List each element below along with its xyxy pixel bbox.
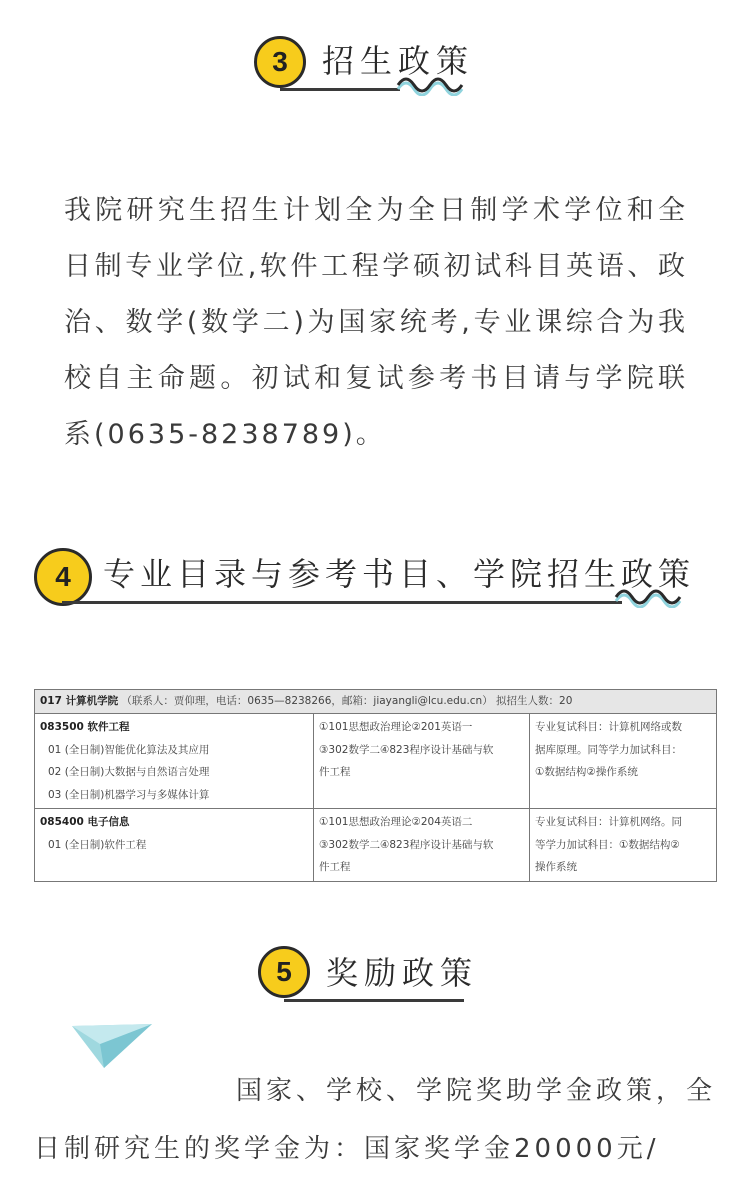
retest-subjects-cell [530, 809, 717, 882]
college-header-cell [35, 690, 717, 714]
retest-subjects-cell [530, 714, 717, 809]
paragraph-text: 我院研究生招生计划全为全日制学术学位和全日制专业学位,软件工程学硕初试科目英语、政治、数学(数学二)为国家统考,专业课综合为我校自主命题。初试和复试参考书目请与学院联系(0635-8238789)。 [64, 195, 688, 450]
section-title: 专业目录与参考书目、学院招生政策 [103, 555, 696, 593]
exam-line: ①101思想政治理论②204英语二 [319, 816, 473, 828]
program-code: 083500 软件工程 [40, 721, 130, 733]
section-number-badge: 4 [34, 548, 92, 606]
retest-line: 专业复试科目：计算机网络。同 [535, 816, 682, 828]
retest-line: 据库原理。同等学力加试科目： [535, 743, 682, 756]
title-underline [62, 601, 622, 604]
direction-item: 01 (全日制)智能优化算法及其应用 [48, 743, 210, 756]
exam-subjects-cell [314, 809, 530, 882]
wave-decoration-icon [614, 586, 688, 608]
direction-item: 01 (全日制)软件工程 [48, 838, 147, 851]
section-number-badge: 3 [254, 36, 306, 88]
college-contact-info: （联系人：贾仰理，电话：0635—8238266，邮箱：jiayangli@lcu.edu.cn） 拟招生人数：20 [121, 695, 573, 707]
paragraph-line: 国家、学校、学院奖助学金政策，全 [235, 1076, 716, 1106]
exam-line: ③302数学二④823程序设计基础与软 [319, 838, 494, 851]
paragraph-line: 日制研究生的奖学金为：国家奖学金20000元/ [34, 1134, 660, 1164]
exam-line: ③302数学二④823程序设计基础与软 [319, 743, 494, 756]
direction-item: 03 (全日制)机器学习与多媒体计算 [48, 788, 210, 801]
title-underline [284, 999, 464, 1002]
admission-policy-paragraph [64, 183, 688, 463]
exam-subjects-cell [314, 714, 530, 809]
exam-line: 件工程 [319, 861, 351, 873]
college-name: 017 计算机学院 [40, 695, 119, 707]
wave-decoration-icon [396, 74, 468, 96]
table-row [35, 714, 717, 809]
table-header-row [35, 690, 717, 714]
program-code: 085400 电子信息 [40, 816, 130, 828]
program-catalog-table [34, 689, 717, 882]
section-title: 招生政策 [322, 42, 475, 80]
direction-item: 02 (全日制)大数据与自然语言处理 [48, 766, 210, 778]
retest-line: 操作系统 [535, 861, 577, 873]
retest-line: 专业复试科目：计算机网络或数 [535, 721, 682, 733]
title-underline [280, 88, 400, 91]
retest-line: 等学力加试科目：①数据结构② [535, 838, 680, 851]
exam-line: ①101思想政治理论②201英语一 [319, 721, 473, 733]
table-row [35, 809, 717, 882]
section-title: 奖励政策 [326, 954, 479, 992]
scholarship-paragraph [34, 1062, 716, 1178]
section-number-badge: 5 [258, 946, 310, 998]
program-cell [35, 809, 314, 882]
exam-line: 件工程 [319, 766, 351, 778]
program-cell [35, 714, 314, 809]
retest-line: ①数据结构②操作系统 [535, 766, 638, 778]
